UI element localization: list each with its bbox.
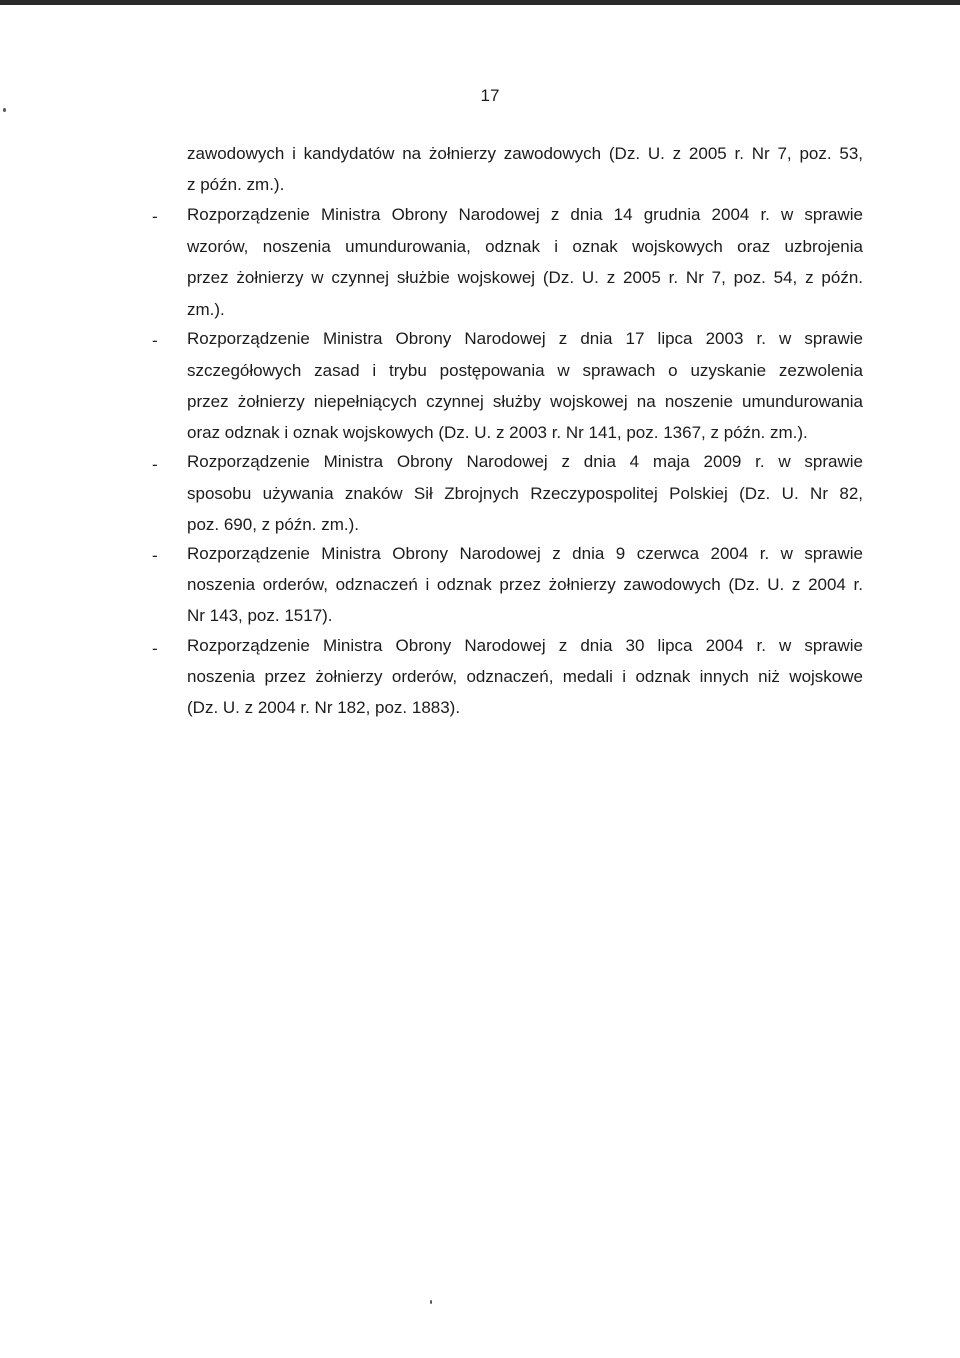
- list-item-1-marker: -: [152, 207, 158, 226]
- list-item-2-line-4: oraz odznak i oznak wojskowych (Dz. U. z 2003 r. Nr 141, poz. 1367, z późn. zm.).: [187, 423, 808, 442]
- list-item-3-line-1: Rozporządzenie Ministra Obrony Narodowej z dnia 4 maja 2009 r. w sprawie: [187, 452, 863, 471]
- continuation-line-2: z późn. zm.).: [187, 175, 285, 194]
- list-item-2-line-1: Rozporządzenie Ministra Obrony Narodowej z dnia 17 lipca 2003 r. w sprawie: [187, 329, 863, 348]
- list-item-3-line-3: poz. 690, z późn. zm.).: [187, 515, 359, 534]
- list-item-4-line-2: noszenia orderów, odznaczeń i odznak przez żołnierzy zawodowych (Dz. U. z 2004 r.: [187, 575, 863, 594]
- list-item-3-line-2: sposobu używania znaków Sił Zbrojnych Rzeczypospolitej Polskiej (Dz. U. Nr 82,: [187, 484, 863, 503]
- list-item-3-marker: -: [152, 455, 158, 474]
- list-item-5-line-2: noszenia przez żołnierzy orderów, odznaczeń, medali i odznak innych niż wojskowe: [187, 667, 863, 686]
- list-item-2-marker: -: [152, 331, 158, 350]
- list-item-4-line-3: Nr 143, poz. 1517).: [187, 606, 333, 625]
- page-number: 17: [480, 86, 500, 105]
- scan-speck: [430, 1300, 432, 1304]
- scan-edge-top: [0, 0, 960, 5]
- list-item-5-line-3: (Dz. U. z 2004 r. Nr 182, poz. 1883).: [187, 698, 461, 717]
- list-item-1-line-2: wzorów, noszenia umundurowania, odznak i oznak wojskowych oraz uzbrojenia: [187, 237, 863, 256]
- scan-speck: [3, 108, 6, 112]
- list-item-4-line-1: Rozporządzenie Ministra Obrony Narodowej z dnia 9 czerwca 2004 r. w sprawie: [187, 544, 863, 563]
- list-item-1-line-4: zm.).: [187, 300, 225, 319]
- list-item-5-marker: -: [152, 639, 158, 658]
- list-item-1-line-3: przez żołnierzy w czynnej służbie wojskowej (Dz. U. z 2005 r. Nr 7, poz. 54, z późn.: [187, 268, 863, 287]
- list-item-1-line-1: Rozporządzenie Ministra Obrony Narodowej z dnia 14 grudnia 2004 r. w sprawie: [187, 205, 863, 224]
- list-item-2-line-3: przez żołnierzy niepełniących czynnej służby wojskowej na noszenie umundurowania: [187, 392, 863, 411]
- list-item-4-marker: -: [152, 546, 158, 565]
- continuation-line-1: zawodowych i kandydatów na żołnierzy zawodowych (Dz. U. z 2005 r. Nr 7, poz. 53,: [187, 144, 863, 163]
- list-item-5-line-1: Rozporządzenie Ministra Obrony Narodowej z dnia 30 lipca 2004 r. w sprawie: [187, 636, 863, 655]
- list-item-2-line-2: szczegółowych zasad i trybu postępowania w sprawach o uzyskanie zezwolenia: [187, 361, 863, 380]
